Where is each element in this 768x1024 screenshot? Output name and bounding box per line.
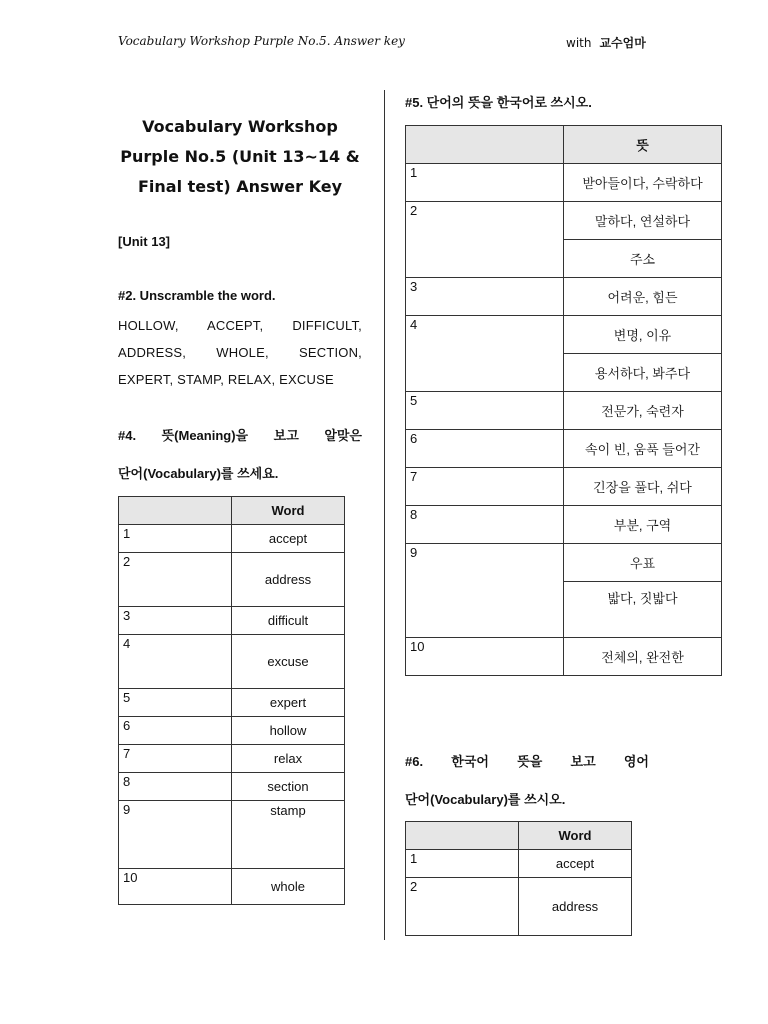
q4-heading: #4. 뜻(Meaning)을 보고 알맞은 bbox=[118, 428, 362, 443]
row-number: 2 bbox=[406, 202, 564, 278]
row-number: 8 bbox=[406, 506, 564, 544]
row-number: 5 bbox=[406, 392, 564, 430]
table-row bbox=[119, 635, 345, 689]
row-word: address bbox=[519, 878, 632, 936]
row-number: 8 bbox=[119, 773, 232, 801]
row-number: 1 bbox=[406, 850, 519, 878]
row-word: excuse bbox=[232, 635, 345, 689]
column-header-meaning: 뜻 bbox=[564, 126, 722, 164]
document-title bbox=[118, 112, 362, 202]
column-divider bbox=[384, 90, 385, 940]
row-meaning: 주소 bbox=[564, 240, 722, 278]
row-number: 7 bbox=[119, 745, 232, 773]
page-header-credit bbox=[566, 34, 646, 51]
title-line: Purple No.5 (Unit 13~14 & bbox=[120, 147, 360, 166]
row-number: 9 bbox=[406, 544, 564, 638]
row-word: section bbox=[232, 773, 345, 801]
table-row bbox=[119, 553, 345, 607]
row-meaning: 전문가, 숙련자 bbox=[564, 392, 722, 430]
table-row bbox=[119, 801, 345, 869]
q5-heading: #5. 단어의 뜻을 한국어로 쓰시오. bbox=[405, 95, 592, 110]
row-word: accept bbox=[232, 525, 345, 553]
row-number: 1 bbox=[406, 164, 564, 202]
row-meaning: 말하다, 연설하다 bbox=[564, 202, 722, 240]
row-number: 2 bbox=[406, 878, 519, 936]
header-brand: 교수엄마 bbox=[599, 36, 646, 50]
table-row bbox=[406, 430, 722, 468]
q6-answer-table bbox=[405, 821, 632, 936]
column-header-word: Word bbox=[232, 497, 345, 525]
table-row bbox=[119, 773, 345, 801]
row-meaning: 어려운, 힘든 bbox=[564, 278, 722, 316]
row-word: relax bbox=[232, 745, 345, 773]
row-meaning: 용서하다, 봐주다 bbox=[564, 354, 722, 392]
table-corner bbox=[119, 497, 232, 525]
row-meaning: 전체의, 완전한 bbox=[564, 638, 722, 676]
table-row bbox=[406, 850, 632, 878]
row-word: hollow bbox=[232, 717, 345, 745]
row-word: stamp bbox=[232, 801, 345, 869]
header-with: with bbox=[566, 36, 592, 50]
table-row bbox=[406, 392, 722, 430]
table-row bbox=[406, 202, 722, 240]
table-row bbox=[119, 525, 345, 553]
table-row bbox=[406, 506, 722, 544]
table-row bbox=[119, 607, 345, 635]
table-row bbox=[119, 745, 345, 773]
table-row bbox=[406, 878, 632, 936]
row-number: 10 bbox=[406, 638, 564, 676]
q4-heading-line2: 단어(Vocabulary)를 쓰세요. bbox=[118, 466, 279, 481]
row-word: difficult bbox=[232, 607, 345, 635]
row-number: 6 bbox=[406, 430, 564, 468]
table-row bbox=[119, 689, 345, 717]
q2-answers: HOLLOW, ACCEPT, DIFFICULT, ADDRESS, WHOLE, SECTION, EXPERT, STAMP, RELAX, EXCUSE bbox=[118, 318, 362, 387]
table-row bbox=[406, 468, 722, 506]
column-header-word: Word bbox=[519, 822, 632, 850]
row-meaning: 받아들이다, 수락하다 bbox=[564, 164, 722, 202]
row-number: 5 bbox=[119, 689, 232, 717]
row-number: 3 bbox=[119, 607, 232, 635]
title-line: Final test) Answer Key bbox=[138, 177, 342, 196]
row-number: 4 bbox=[406, 316, 564, 392]
table-row bbox=[119, 869, 345, 905]
page-header-title: Vocabulary Workshop Purple No.5. Answer key bbox=[118, 34, 405, 48]
row-word: expert bbox=[232, 689, 345, 717]
row-meaning: 변명, 이유 bbox=[564, 316, 722, 354]
q4-answer-table bbox=[118, 496, 345, 905]
row-meaning: 우표 bbox=[564, 544, 722, 582]
table-row bbox=[119, 717, 345, 745]
row-number: 6 bbox=[119, 717, 232, 745]
row-word: accept bbox=[519, 850, 632, 878]
q6-heading-line2: 단어(Vocabulary)를 쓰시오. bbox=[405, 792, 566, 807]
table-row bbox=[406, 316, 722, 354]
row-meaning: 밟다, 짓밟다 bbox=[564, 582, 722, 638]
row-number: 10 bbox=[119, 869, 232, 905]
row-number: 1 bbox=[119, 525, 232, 553]
q5-answer-table bbox=[405, 125, 722, 676]
table-row bbox=[406, 164, 722, 202]
row-word: address bbox=[232, 553, 345, 607]
row-number: 9 bbox=[119, 801, 232, 869]
q2-heading: #2. Unscramble the word. bbox=[118, 288, 276, 303]
row-number: 2 bbox=[119, 553, 232, 607]
table-row bbox=[406, 544, 722, 582]
row-number: 4 bbox=[119, 635, 232, 689]
row-number: 3 bbox=[406, 278, 564, 316]
q6-heading: #6. 한국어 뜻을 보고 영어 bbox=[405, 754, 649, 769]
table-corner bbox=[406, 126, 564, 164]
table-row bbox=[406, 278, 722, 316]
unit-label: [Unit 13] bbox=[118, 234, 170, 249]
row-meaning: 부분, 구역 bbox=[564, 506, 722, 544]
table-corner bbox=[406, 822, 519, 850]
title-line: Vocabulary Workshop bbox=[142, 117, 338, 136]
row-word: whole bbox=[232, 869, 345, 905]
row-number: 7 bbox=[406, 468, 564, 506]
row-meaning: 속이 빈, 움푹 들어간 bbox=[564, 430, 722, 468]
table-row bbox=[406, 638, 722, 676]
row-meaning: 긴장을 풀다, 쉬다 bbox=[564, 468, 722, 506]
